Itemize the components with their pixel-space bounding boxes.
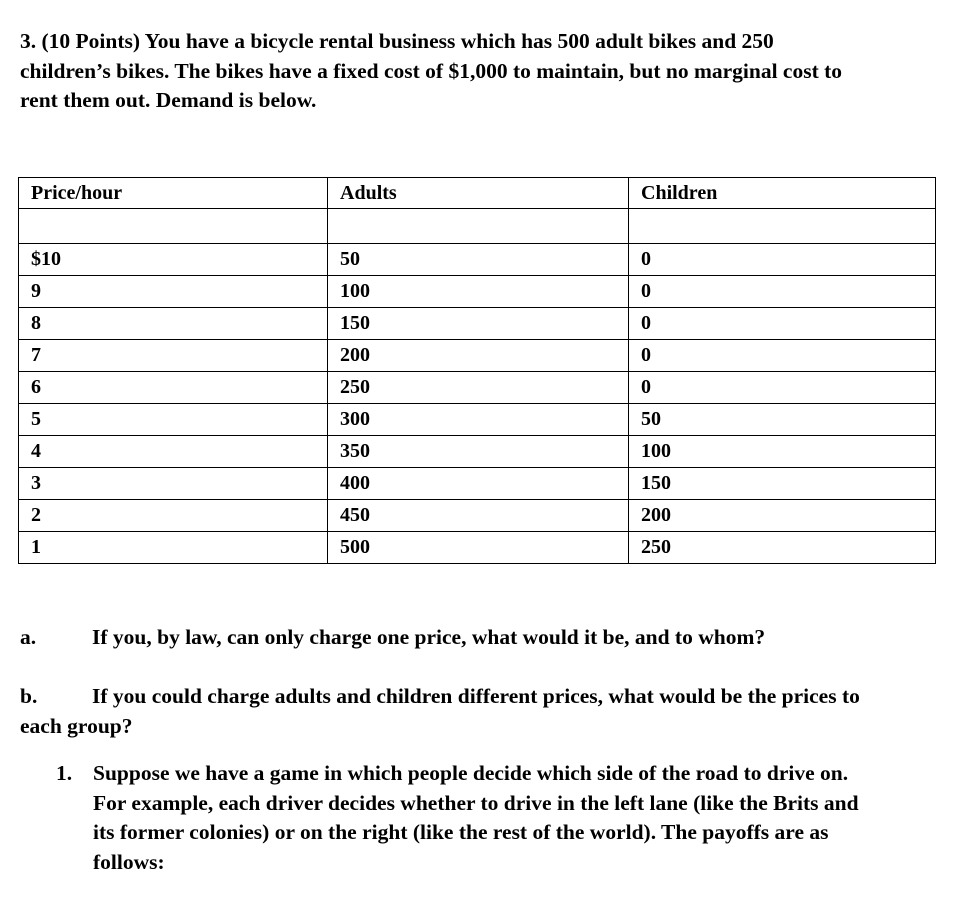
children-cell: 0 <box>629 340 936 372</box>
table-row <box>19 532 936 564</box>
question-1-body <box>93 759 859 877</box>
children-cell: 0 <box>629 372 936 404</box>
header-adults: Adults <box>328 178 629 209</box>
intro-line-2: children’s bikes. The bikes have a fixed cost of $1,000 to maintain, but no marginal cost to <box>20 58 843 83</box>
table-row <box>19 308 936 340</box>
price-cell: 6 <box>19 372 328 404</box>
table-row <box>19 244 936 276</box>
children-cell: 100 <box>629 436 936 468</box>
table-row <box>19 340 936 372</box>
table-row <box>19 276 936 308</box>
header-price: Price/hour <box>19 178 328 209</box>
question-b <box>20 682 960 742</box>
table-row <box>19 372 936 404</box>
blank-cell <box>629 209 936 244</box>
question-a-label: a. <box>20 625 37 649</box>
adults-cell: 400 <box>328 468 629 500</box>
children-cell: 0 <box>629 276 936 308</box>
question-1-line-1: Suppose we have a game in which people decide which side of the road to drive on. <box>93 761 849 785</box>
adults-cell: 250 <box>328 372 629 404</box>
children-cell: 0 <box>629 308 936 340</box>
adults-cell: 500 <box>328 532 629 564</box>
price-cell: 3 <box>19 468 328 500</box>
price-cell: 2 <box>19 500 328 532</box>
adults-cell: 150 <box>328 308 629 340</box>
price-cell: 1 <box>19 532 328 564</box>
adults-cell: 450 <box>328 500 629 532</box>
blank-cell <box>328 209 629 244</box>
children-cell: 0 <box>629 244 936 276</box>
price-cell: 7 <box>19 340 328 372</box>
adults-cell: 100 <box>328 276 629 308</box>
price-cell: 5 <box>19 404 328 436</box>
question-a <box>20 623 960 653</box>
table-header-row <box>19 178 936 209</box>
question-1-number: 1. <box>56 761 73 785</box>
header-children: Children <box>629 178 936 209</box>
price-cell: 8 <box>19 308 328 340</box>
question-1-line-4: follows: <box>93 849 165 874</box>
table-row <box>19 500 936 532</box>
question-b-text-line-1: If you could charge adults and children different prices, what would be the prices to <box>92 684 860 708</box>
adults-cell: 350 <box>328 436 629 468</box>
children-cell: 250 <box>629 532 936 564</box>
question-1-line-2: For example, each driver decides whether to drive in the left lane (like the Brits and <box>93 790 859 815</box>
price-cell: 9 <box>19 276 328 308</box>
question-a-text: If you, by law, can only charge one price, what would it be, and to whom? <box>92 625 766 649</box>
question-b-text-line-2: each group? <box>20 713 133 738</box>
children-cell: 150 <box>629 468 936 500</box>
table-row <box>19 468 936 500</box>
children-cell: 200 <box>629 500 936 532</box>
adults-cell: 200 <box>328 340 629 372</box>
demand-table <box>18 177 936 564</box>
table-row <box>19 404 936 436</box>
price-cell: 4 <box>19 436 328 468</box>
children-cell: 50 <box>629 404 936 436</box>
question-b-label: b. <box>20 684 38 708</box>
table-row <box>19 436 936 468</box>
adults-cell: 300 <box>328 404 629 436</box>
price-cell: $10 <box>19 244 328 276</box>
intro-line-1: 3. (10 Points) You have a bicycle rental business which has 500 adult bikes and 250 <box>20 29 774 53</box>
intro-line-3: rent them out. Demand is below. <box>20 88 317 112</box>
problem-intro <box>20 27 960 116</box>
table-blank-row <box>19 209 936 244</box>
adults-cell: 50 <box>328 244 629 276</box>
question-1-line-3: its former colonies) or on the right (like the rest of the world). The payoffs are as <box>93 820 829 844</box>
blank-cell <box>19 209 328 244</box>
